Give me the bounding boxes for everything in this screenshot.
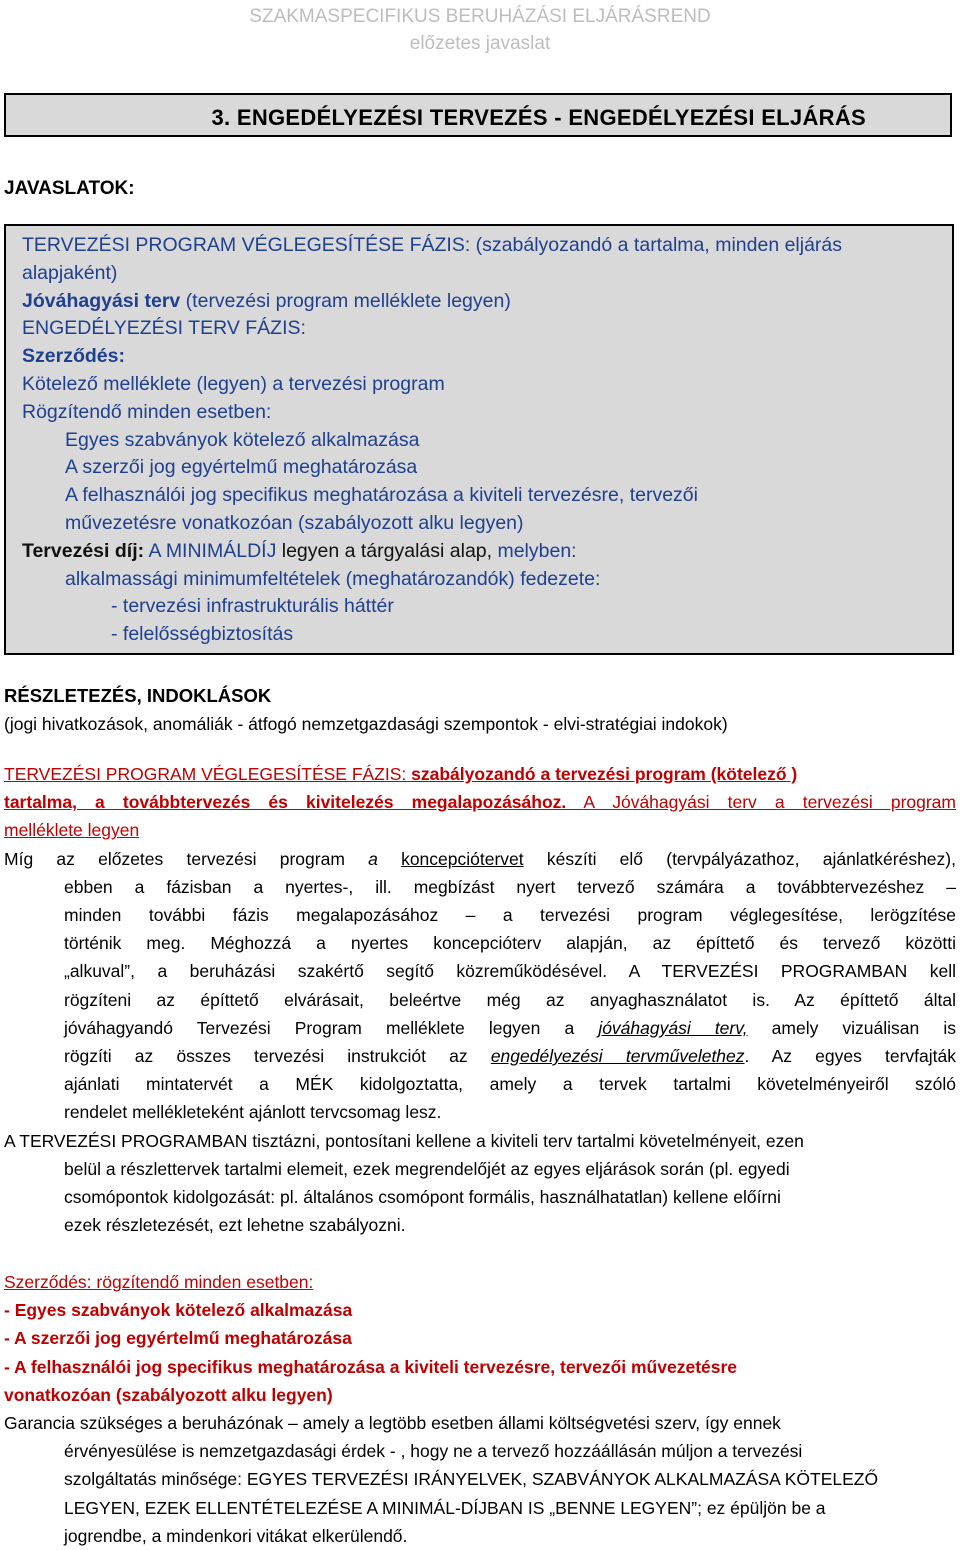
- szerzodes-heading: Szerződés: rögzítendő minden esetben:: [4, 1272, 314, 1292]
- section-title: 3. ENGEDÉLYEZÉSI TERVEZÉS - ENGEDÉLYEZÉSI ELJÁRÁS: [211, 105, 866, 130]
- box-line: Egyes szabványok kötelező alkalmazása: [65, 428, 420, 451]
- tervprog-para-line: rögzíteni az építtető elvárásait, beleértve még az anyaghasználatot is. Az építtető által: [64, 989, 956, 1010]
- box-line: A szerzői jog egyértelmű meghatározása: [65, 456, 418, 479]
- tervprog-para-line: [4, 1042, 956, 1070]
- tervprog-para-line: belül a részlettervek tartalmi elemeit, ezek megrendelőjét az egyes eljárások során (pl. egyedi: [64, 1158, 790, 1179]
- para-text: koncepciótervet: [401, 848, 524, 869]
- javaslatok-label: JAVASLATOK:: [4, 178, 135, 199]
- para-text: rögzíti az összes tervezési instrukciót az: [64, 1046, 491, 1067]
- para-text: jóváhagyási terv,: [598, 1017, 748, 1038]
- garancia-line: érvényesülése is nemzetgazdasági érdek - , hogy ne a tervező hozzáállásán múljon a tervezési: [64, 1441, 803, 1462]
- box-line: alapjaként): [22, 261, 118, 284]
- tervprog-line: [4, 760, 956, 788]
- tervprog-line: melléklete legyen: [4, 820, 140, 841]
- box-line: ENGEDÉLYEZÉSI TERV FÁZIS:: [22, 317, 306, 340]
- tervprog-phase: TERVEZÉSI PROGRAM VÉGLEGESÍTÉSE FÁZIS:: [4, 764, 407, 784]
- garancia-line: Garancia szükséges a beruházónak – amely a legtöbb esetben állami költségvetési szerv, így ennek: [4, 1413, 781, 1434]
- tervprog-para-line: történik meg. Méghozzá a nyertes koncepcióterv alapján, az építtető és tervező közötti: [64, 933, 956, 954]
- szerzodes-section: [4, 1268, 956, 1550]
- box-line: - tervezési infrastrukturális háttér: [111, 595, 394, 618]
- box-bold: Jóváhagyási terv: [22, 289, 181, 312]
- tervprog-para-line: rendelet mellékleteként ajánlott tervcsomag lesz.: [64, 1102, 442, 1123]
- para-text: készíti elő (tervpályázathoz, ajánlatkéréshez),: [523, 848, 956, 869]
- szerzodes-item: - Egyes szabványok kötelező alkalmazása: [4, 1300, 353, 1321]
- para-text: Míg az előzetes tervezési program: [4, 848, 369, 869]
- reszletezes-section: [4, 682, 956, 738]
- tervprog-text: A Jóváhagyási terv a tervezési program: [566, 792, 956, 813]
- para-text: engedélyezési tervművelethez: [490, 1046, 745, 1067]
- para-text: jóváhagyandó Tervezési Program melléklete legyen a: [64, 1017, 599, 1038]
- para-text: . Az egyes tervfajták: [744, 1046, 957, 1067]
- box-text: MINIMÁLDÍJ: [165, 539, 277, 562]
- garancia-line: jogrendbe, a mindenkori vitákat elkerülendő.: [64, 1525, 408, 1546]
- tervprog-para-line: „alkuval”, a beruházási szakértő segítő közreműködésével. A TERVEZÉSI PROGRAMBAN kell: [64, 961, 956, 982]
- box-text: (tervezési program melléklete legyen): [180, 289, 511, 312]
- box-text: melyben:: [492, 539, 577, 562]
- box-line: alkalmassági minimumfeltételek (meghatározandók) fedezete:: [65, 567, 601, 590]
- section-title-box: [4, 93, 952, 137]
- box-line: Kötelező melléklete (legyen) a tervezési program: [22, 372, 445, 395]
- box-line: - felelősségbiztosítás: [111, 623, 294, 646]
- tervprog-para-line: [4, 845, 956, 873]
- box-bold: Tervezési díj:: [22, 539, 145, 562]
- box-line: művezetésre vonatkozóan (szabályozott alku legyen): [65, 511, 524, 534]
- box-line: Rögzítendő minden esetben:: [22, 400, 272, 423]
- szerzodes-item: - A szerzői jog egyértelmű meghatározása: [4, 1328, 352, 1349]
- proposals-box: [4, 224, 954, 655]
- garancia-line: szolgáltatás minősége: EGYES TERVEZÉSI IRÁNYELVEK, SZABVÁNYOK ALKALMAZÁSA KÖTELEZŐ: [64, 1469, 879, 1490]
- box-line: [22, 538, 952, 566]
- header-title: SZAKMASPECIFIKUS BERUHÁZÁSI ELJÁRÁSREND: [249, 6, 711, 27]
- tervprog-section: [4, 760, 956, 1239]
- tervprog-para-line: csomópontok kidolgozását: pl. általános csomópont formális, használhatatlan) kellene előírni: [64, 1187, 781, 1208]
- box-line: Szerződés:: [22, 345, 125, 368]
- para-text: amely vizuálisan is: [747, 1017, 956, 1038]
- tervprog-para-line: A TERVEZÉSI PROGRAMBAN tisztázni, pontosítani kellene a kiviteli terv tartalmi követelményeit, ezen: [4, 1130, 804, 1151]
- szerzodes-item: - A felhasználói jog specifikus meghatározása a kiviteli tervezésre, tervezői művezetésre: [4, 1356, 738, 1377]
- tervprog-para-line: [4, 1014, 956, 1042]
- garancia-line: LEGYEN, EZEK ELLENTÉTELEZÉSE A MINIMÁL-DÍJBAN IS „BENNE LEGYEN”; ez épüljön be a: [64, 1497, 826, 1518]
- tervprog-para-line: minden további fázis megalapozásához – a tervezési program véglegesítése, lerögzítése: [64, 905, 956, 926]
- para-text: a: [368, 848, 378, 869]
- page-header: [0, 0, 960, 57]
- reszletezes-sub: (jogi hivatkozások, anomáliák - átfogó nemzetgazdasági szempontok - elvi-stratégiai indokok): [4, 714, 728, 735]
- box-line: A felhasználói jog specifikus meghatározása a kiviteli tervezésre, tervezői: [65, 484, 698, 507]
- tervprog-para-line: ajánlati mintatervét a MÉK kidolgoztatta, amely a tervek tartalmi követelményeiről szóló: [64, 1074, 956, 1095]
- tervprog-para-line: ebben a fázisban a nyertes-, ill. megbízást nyert tervező számára a továbbtervezéshez –: [64, 876, 956, 897]
- header-subtitle: előzetes javaslat: [409, 33, 551, 54]
- tervprog-text: tartalma, a továbbtervezés és kivitelezés megalapozásához.: [4, 792, 567, 813]
- szerzodes-item: vonatkozóan (szabályozott alku legyen): [4, 1384, 333, 1405]
- box-text: legyen a tárgyalási alap,: [276, 539, 493, 562]
- box-line: TERVEZÉSI PROGRAM VÉGLEGESÍTÉSE FÁZIS: (szabályozandó a tartalma, minden eljárás: [22, 234, 843, 256]
- tervprog-para-line: ezek részletezését, ezt lehetne szabályozni.: [64, 1215, 406, 1236]
- box-line: [22, 288, 952, 316]
- reszletezes-heading: RÉSZLETEZÉS, INDOKLÁSOK: [4, 685, 272, 706]
- tervprog-text: szabályozandó a tervezési program (kötelező ): [406, 764, 798, 784]
- tervprog-line: [4, 788, 956, 816]
- box-text: A: [144, 539, 166, 562]
